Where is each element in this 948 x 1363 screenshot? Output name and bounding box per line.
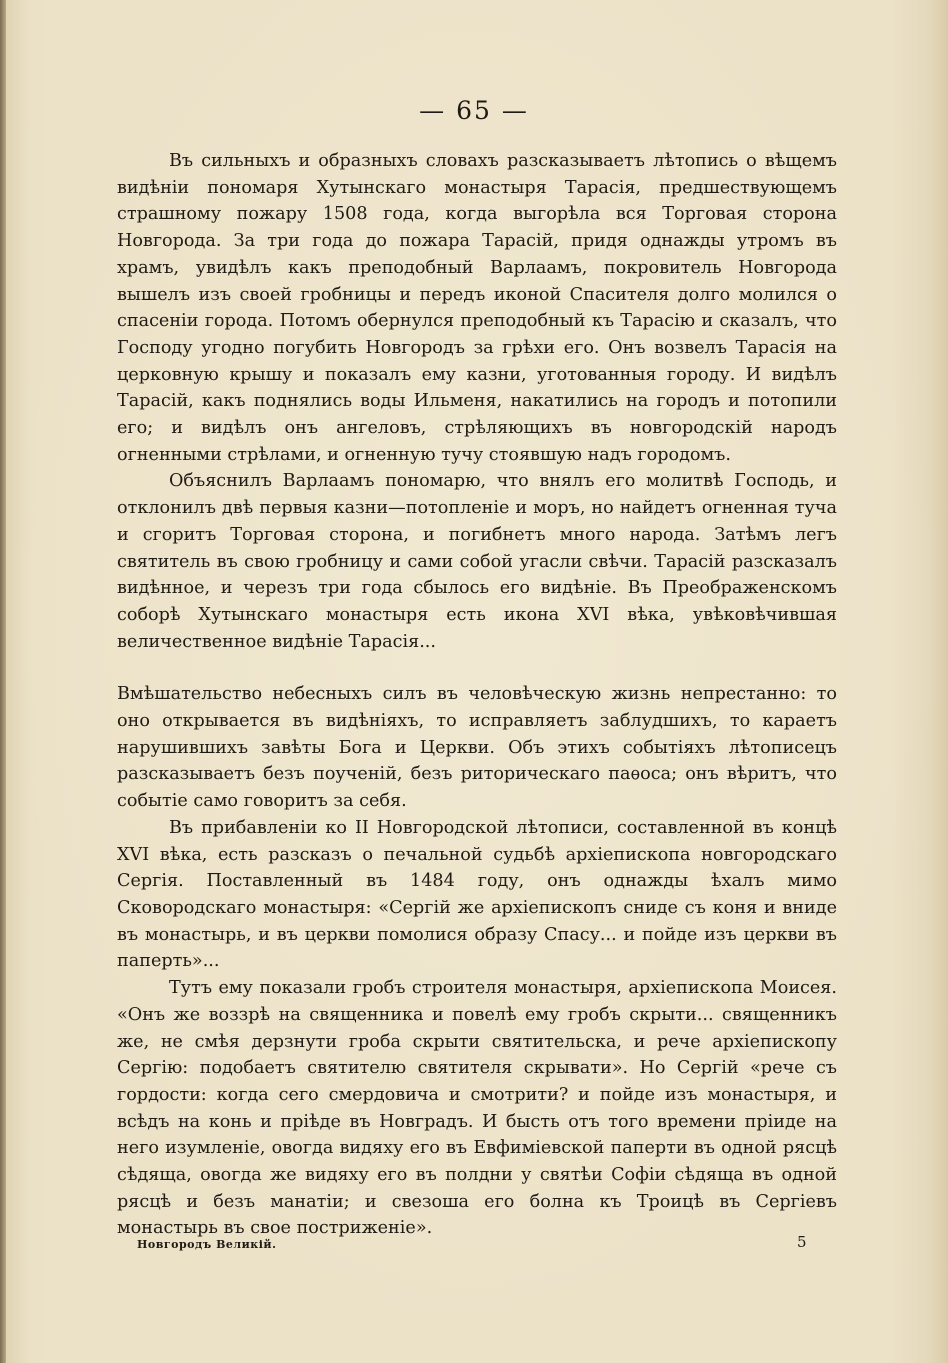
page-spine	[0, 0, 6, 1363]
body-text	[117, 148, 837, 1242]
sheet-number: 5	[797, 1233, 807, 1251]
paragraph-1: Въ сильныхъ и образныхъ словахъ разсказываетъ лѣтопись о вѣщемъ видѣніи пономаря Хутынскаго монастыря Тарасія, предшествующемъ страшному пожару 1508 года, когда выгорѣла вся Торговая сторона Новгорода. За три года до пожара Тарасій, придя однажды утромъ въ храмъ, увидѣлъ какъ преподобный Варлаамъ, покровитель Новгорода вышелъ изъ своей гробницы и передъ иконой Спасителя долго молился о спасеніи города. Потомъ обернулся преподобный къ Тарасію и сказалъ, что Господу угодно погубить Новгородъ за грѣхи его. Онъ возвелъ Тарасія на церковную крышу и показалъ ему казни, уготованныя городу. И видѣлъ Тарасій, какъ поднялись воды Ильменя, накатились на городъ и потопили его; и видѣлъ онъ ангеловъ, стрѣляющихъ въ новгородскій народъ огненными стрѣлами, и огненную тучу стоявшую надъ городомъ.	[117, 151, 837, 465]
paragraph-5: Тутъ ему показали гробъ строителя монастыря, архіепископа Моисея. «Онъ же воззрѣ на священника и повелѣ ему гробъ скрыти... священникъ же, не смѣя дерзнути гроба скрыти святительска, и рече архіепископу Сергію: подобаетъ святителю святителя скрывати». Но Сергій «рече съ гордости: когда сего смердовича и смотрити? и пойде изъ монастыря, и всѣдъ на конь и пріѣде въ Новградъ. И бысть отъ того времени пріиде на него изумленіе, овогда видяху его въ Евфиміевской паперти въ одной рясцѣ сѣдяща, овогда же видяху его въ полдни у святѣи Софіи сѣдяща въ одной рясцѣ и безъ манатіи; и свезоша его болна къ Троицѣ въ Сергіевъ монастырь въ свое постриженіе».	[117, 978, 837, 1239]
paragraph-3: Вмѣшательство небесныхъ силъ въ человѣческую жизнь непрестанно: то оно открывается въ видѣніяхъ, то исправляетъ заблудшихъ, то караетъ нарушившихъ завѣты Бога и Церкви. Объ этихъ событіяхъ лѣтописецъ разсказываетъ безъ поученій, безъ риторическаго паѳоса; онъ вѣритъ, что событіе само говоритъ за себя.	[117, 684, 837, 812]
paragraph-2: Объяснилъ Варлаамъ пономарю, что внялъ его молитвѣ Господь, и отклонилъ двѣ первыя казни—потопленіе и моръ, но найдетъ огненная туча и сгоритъ Торговая сторона, и погибнетъ много народа. Затѣмъ легъ святитель въ свою гробницу и сами собой угасли свѣчи. Тарасій разсказалъ видѣнное, и черезъ три года сбылось его видѣніе. Въ Преображенскомъ соборѣ Хутынскаго монастыря есть икона XVI вѣка, увѣковѣчившая величественное видѣніе Тарасія...	[117, 471, 837, 652]
paragraph-4: Въ прибавленіи ко II Новгородской лѣтописи, составленной въ концѣ XVI вѣка, есть разсказъ о печальной судьбѣ архіепископа новгородскаго Сергія. Поставленный въ 1484 году, онъ однажды ѣхалъ мимо Сковородскаго монастыря: «Сергій же архіепископъ сниде съ коня и вниде въ монастырь, и въ церкви помолися образу Спасу... и пойде изъ церкви въ паперть»...	[117, 817, 837, 972]
printer-signature: Новгородъ Великій.	[137, 1238, 277, 1251]
page-number: — 65 —	[419, 96, 529, 125]
